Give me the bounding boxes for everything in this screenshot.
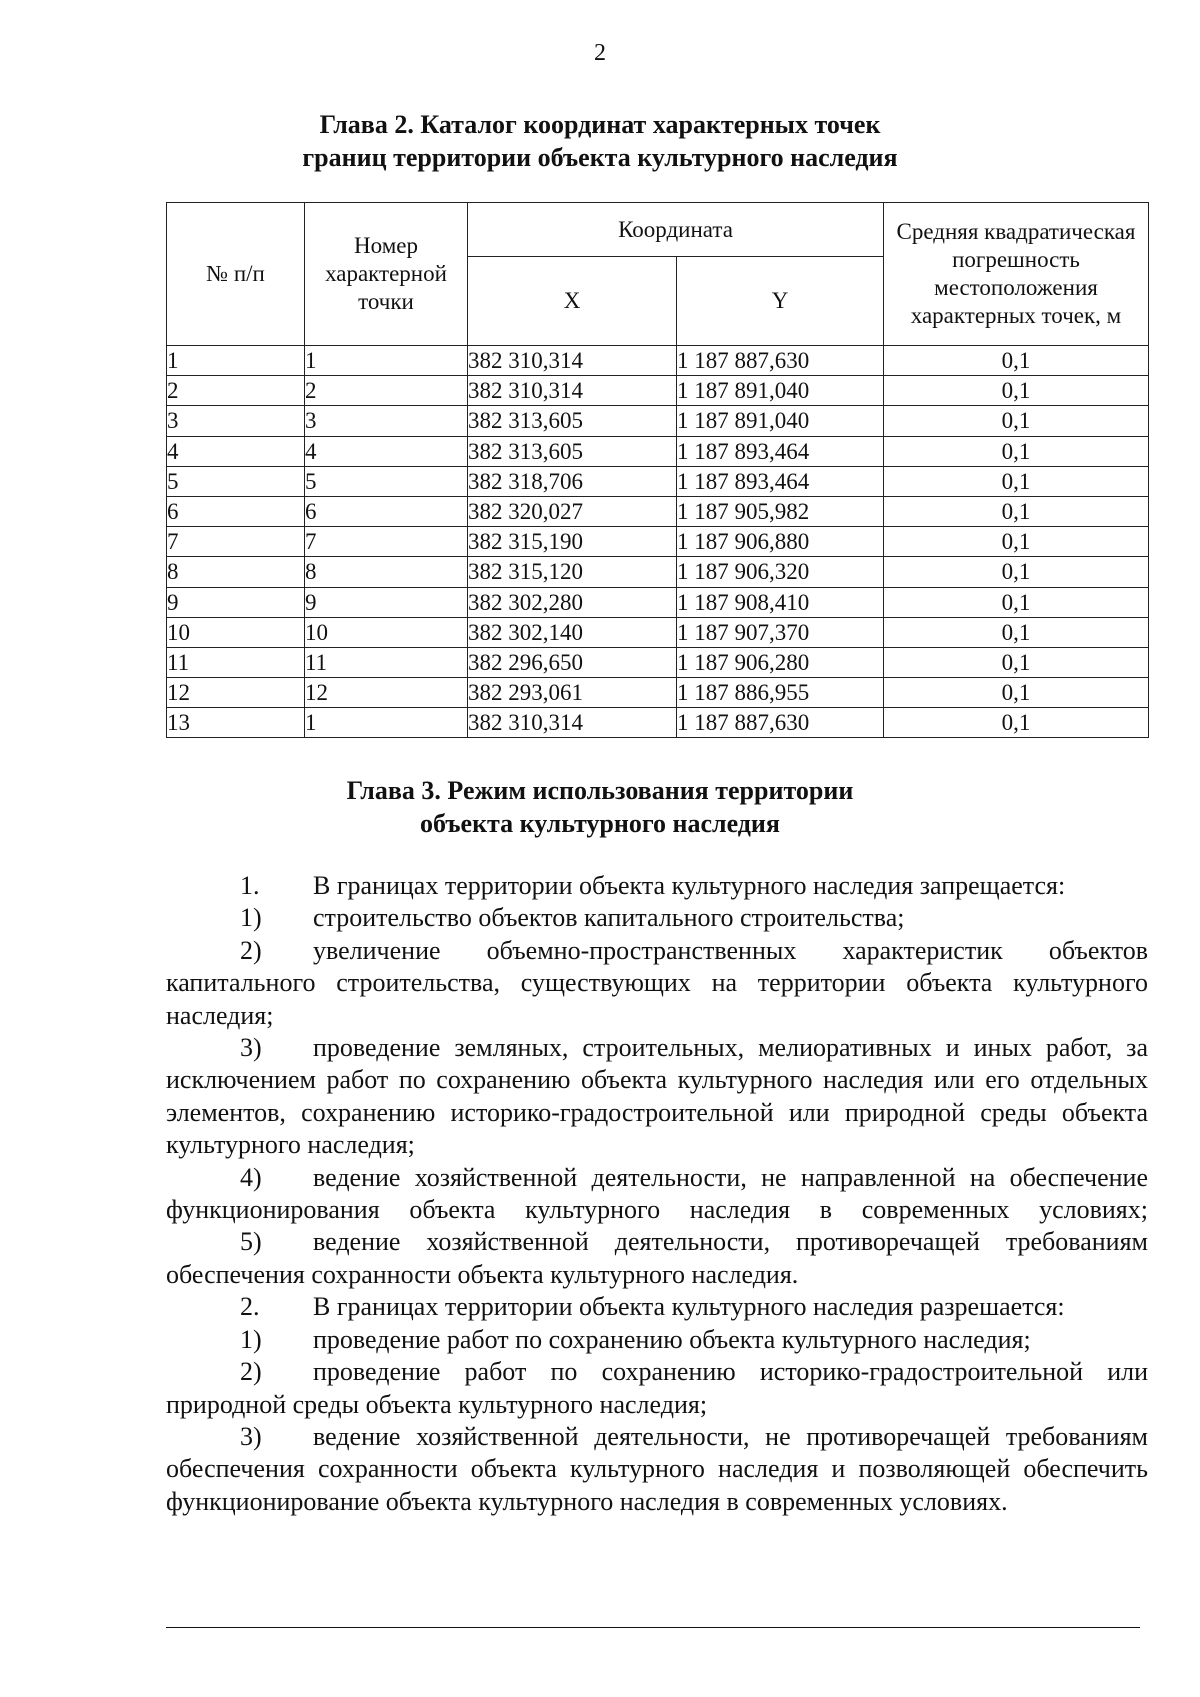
table-row (167, 708, 1149, 738)
row-number-cell: 2 (167, 376, 305, 406)
point-number-cell: 1 (305, 708, 468, 738)
point-number-cell: 1 (305, 346, 468, 376)
table-row (167, 527, 1149, 557)
table-row (167, 557, 1149, 587)
point-number-cell: 6 (305, 496, 468, 526)
error-cell: 0,1 (884, 647, 1149, 677)
x-coordinate-cell: 382 302,140 (468, 617, 677, 647)
y-coordinate-cell: 1 187 891,040 (677, 376, 884, 406)
page-number: 2 (594, 40, 606, 66)
x-coordinate-cell: 382 293,061 (468, 678, 677, 708)
row-number-cell: 1 (167, 346, 305, 376)
x-coordinate-cell: 382 302,280 (468, 587, 677, 617)
list-item-text: ведение хозяйственной деятельности, не направленной на обеспечение функционирования объекта культурного наследия в современных условиях; (166, 1162, 1148, 1225)
header-num: № п/п (167, 203, 305, 346)
footer-rule (166, 1627, 1140, 1628)
chapter-2-title-line-1: Глава 2. Каталог координат характерных точек (319, 110, 881, 139)
error-cell: 0,1 (884, 466, 1149, 496)
point-number-cell: 5 (305, 466, 468, 496)
table-row (167, 496, 1149, 526)
list-item-marker: 2. (240, 1292, 260, 1322)
table-row (167, 587, 1149, 617)
point-number-cell: 3 (305, 406, 468, 436)
header-x: X (468, 257, 677, 346)
point-number-cell: 4 (305, 436, 468, 466)
list-item (166, 1032, 1148, 1162)
list-item (166, 902, 1148, 934)
y-coordinate-cell: 1 187 893,464 (677, 466, 884, 496)
list-item-text: В границах территории объекта культурного наследия запрещается: (313, 871, 1066, 900)
error-cell: 0,1 (884, 678, 1149, 708)
x-coordinate-cell: 382 318,706 (468, 466, 677, 496)
list-item (166, 870, 1148, 902)
error-cell: 0,1 (884, 617, 1149, 647)
y-coordinate-cell: 1 187 891,040 (677, 406, 884, 436)
y-coordinate-cell: 1 187 906,880 (677, 527, 884, 557)
list-item-marker: 2) (240, 935, 262, 965)
list-item-marker: 1) (240, 903, 262, 933)
list-item-text: проведение работ по сохранению историко-градостроительной или природной среды объекта культурного наследия; (166, 1357, 1148, 1419)
list-item (166, 1324, 1148, 1356)
table-body (167, 346, 1149, 738)
list-item-marker: 5) (240, 1227, 262, 1257)
row-number-cell: 13 (167, 708, 305, 738)
table-row (167, 436, 1149, 466)
x-coordinate-cell: 382 320,027 (468, 496, 677, 526)
row-number-cell: 6 (167, 496, 305, 526)
chapter-2-title (0, 108, 1200, 174)
chapter-3-title (0, 774, 1200, 840)
row-number-cell: 4 (167, 436, 305, 466)
list-item-text: строительство объектов капитального строительства; (313, 903, 905, 933)
table-row (167, 346, 1149, 376)
list-item-text: ведение хозяйственной деятельности, противоречащей требованиям обеспечения сохранности объекта культурного наследия. (166, 1227, 1148, 1289)
list-item (166, 1162, 1148, 1227)
y-coordinate-cell: 1 187 886,955 (677, 678, 884, 708)
list-item (166, 1421, 1148, 1518)
y-coordinate-cell: 1 187 906,280 (677, 647, 884, 677)
header-coordinate: Координата (468, 203, 884, 257)
list-item-marker: 3) (240, 1033, 262, 1063)
list-item-text: В границах территории объекта культурного наследия разрешается: (313, 1292, 1065, 1322)
y-coordinate-cell: 1 187 893,464 (677, 436, 884, 466)
error-cell: 0,1 (884, 587, 1149, 617)
x-coordinate-cell: 382 296,650 (468, 647, 677, 677)
point-number-cell: 2 (305, 376, 468, 406)
table-row (167, 617, 1149, 647)
y-coordinate-cell: 1 187 887,630 (677, 708, 884, 738)
list-item-marker: 1. (240, 871, 260, 900)
list-item (166, 1226, 1148, 1291)
list-item-text: проведение земляных, строительных, мелиоративных и иных работ, за исключением работ по сохранению объекта культурного наследия или его отдельных элементов, сохранению историко-градостроительной или природной среды объекта культурного наследия; (166, 1033, 1148, 1160)
table-row (167, 406, 1149, 436)
list-item-text: ведение хозяйственной деятельности, не противоречащей требованиям обеспечения сохранности объекта культурного наследия и позволяющей обеспечить функционирование объекта культурного наследия в современных условиях. (166, 1421, 1148, 1516)
table-row (167, 466, 1149, 496)
point-number-cell: 11 (305, 647, 468, 677)
error-cell: 0,1 (884, 557, 1149, 587)
point-number-cell: 8 (305, 557, 468, 587)
x-coordinate-cell: 382 313,605 (468, 406, 677, 436)
list-item (166, 1356, 1148, 1421)
error-cell: 0,1 (884, 346, 1149, 376)
list-item (166, 1291, 1148, 1323)
row-number-cell: 12 (167, 678, 305, 708)
y-coordinate-cell: 1 187 908,410 (677, 587, 884, 617)
header-mean-square-error: Средняя квадратическая погрешность местоположения характерных точек, м (884, 203, 1149, 346)
row-number-cell: 3 (167, 406, 305, 436)
list-item (166, 935, 1148, 1032)
chapter-3-body (166, 870, 1148, 1518)
point-number-cell: 12 (305, 678, 468, 708)
error-cell: 0,1 (884, 496, 1149, 526)
error-cell: 0,1 (884, 406, 1149, 436)
y-coordinate-cell: 1 187 907,370 (677, 617, 884, 647)
x-coordinate-cell: 382 310,314 (468, 376, 677, 406)
x-coordinate-cell: 382 315,190 (468, 527, 677, 557)
row-number-cell: 5 (167, 466, 305, 496)
row-number-cell: 10 (167, 617, 305, 647)
y-coordinate-cell: 1 187 906,320 (677, 557, 884, 587)
list-item-text: увеличение объемно-пространственных характеристик объектов капитального строительства, существующих на территории объекта культурного наследия; (166, 935, 1148, 1030)
x-coordinate-cell: 382 313,605 (468, 436, 677, 466)
chapter-3-title-line-1: Глава 3. Режим использования территории (346, 776, 854, 805)
table-row (167, 678, 1149, 708)
row-number-cell: 11 (167, 647, 305, 677)
list-item-marker: 3) (240, 1421, 262, 1451)
chapter-2-title-line-2: границ территории объекта культурного наследия (302, 143, 898, 172)
error-cell: 0,1 (884, 708, 1149, 738)
row-number-cell: 7 (167, 527, 305, 557)
table-row (167, 647, 1149, 677)
point-number-cell: 9 (305, 587, 468, 617)
list-item-marker: 1) (240, 1324, 262, 1354)
chapter-3-title-line-2: объекта культурного наследия (420, 809, 780, 838)
x-coordinate-cell: 382 315,120 (468, 557, 677, 587)
point-number-cell: 10 (305, 617, 468, 647)
y-coordinate-cell: 1 187 905,982 (677, 496, 884, 526)
row-number-cell: 9 (167, 587, 305, 617)
x-coordinate-cell: 382 310,314 (468, 708, 677, 738)
x-coordinate-cell: 382 310,314 (468, 346, 677, 376)
header-point-number: Номер характерной точки (305, 203, 468, 346)
coordinates-table (166, 202, 1149, 738)
error-cell: 0,1 (884, 376, 1149, 406)
point-number-cell: 7 (305, 527, 468, 557)
y-coordinate-cell: 1 187 887,630 (677, 346, 884, 376)
table-row (167, 376, 1149, 406)
list-item-marker: 2) (240, 1357, 262, 1387)
row-number-cell: 8 (167, 557, 305, 587)
list-item-text: проведение работ по сохранению объекта культурного наследия; (313, 1324, 1031, 1354)
list-item-marker: 4) (240, 1162, 262, 1192)
header-y: Y (677, 257, 884, 346)
error-cell: 0,1 (884, 527, 1149, 557)
error-cell: 0,1 (884, 436, 1149, 466)
